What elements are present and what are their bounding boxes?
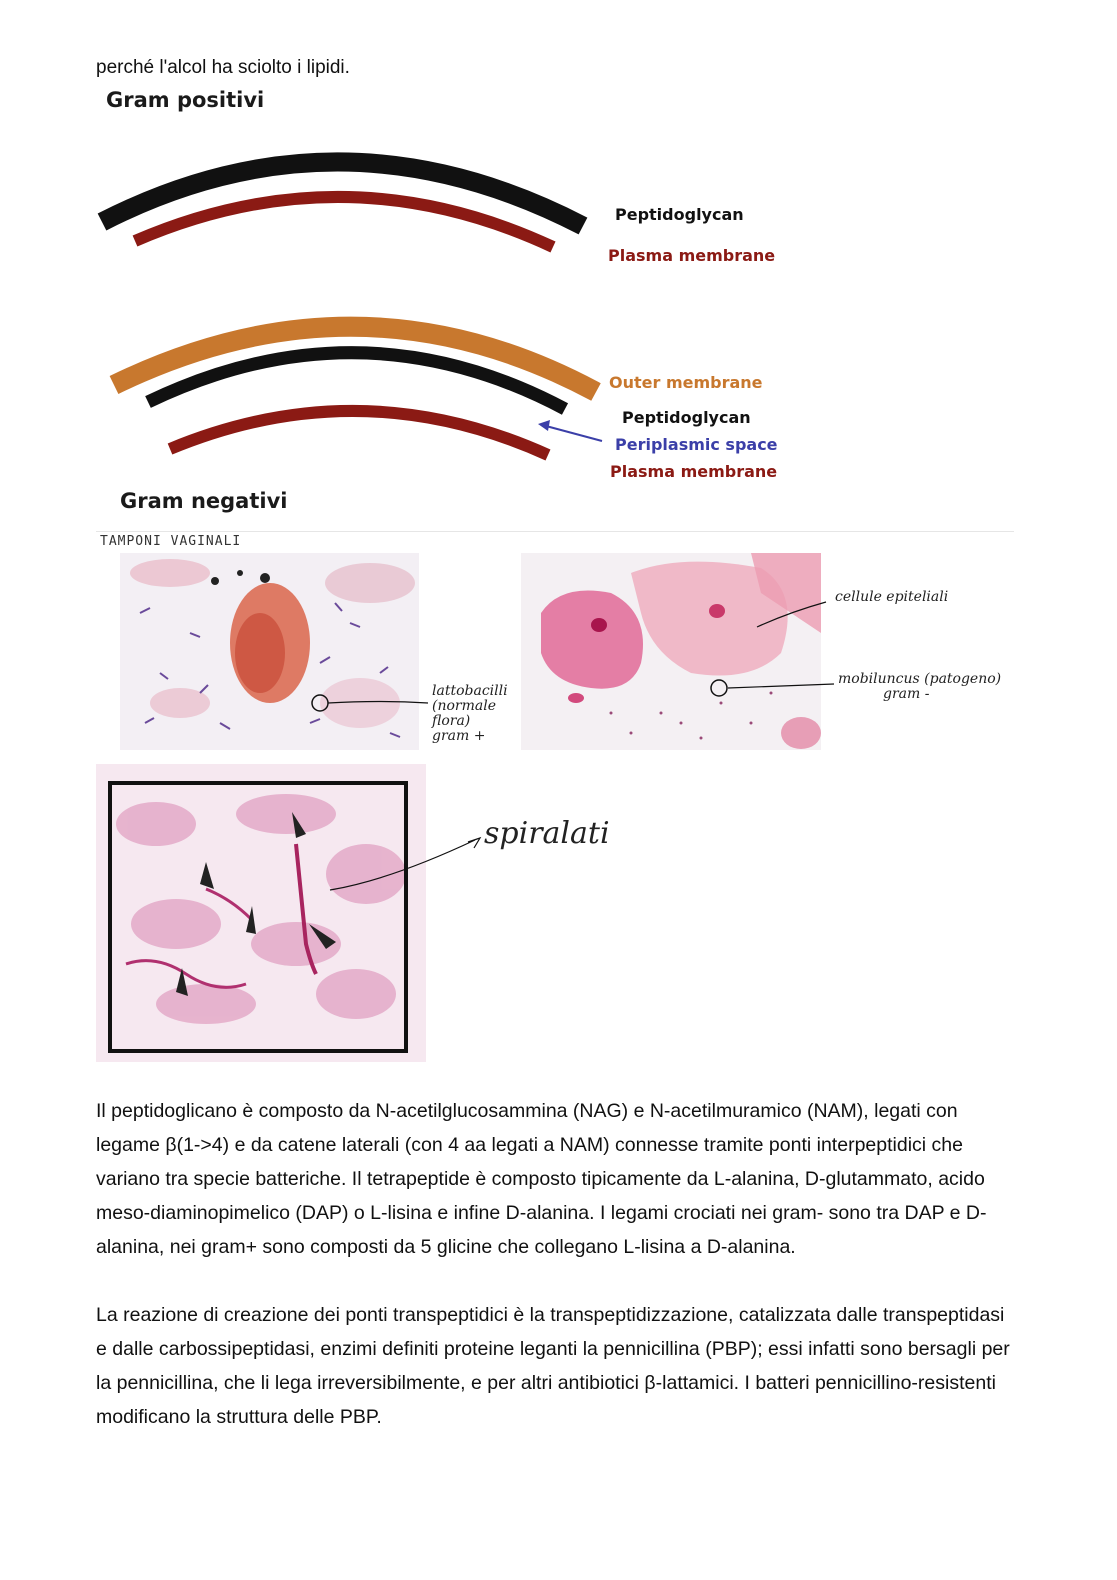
gn-peptidoglycan-label: Peptidoglycan (622, 408, 751, 427)
mobiluncus-line-1: mobiluncus (patogeno) (838, 671, 1002, 687)
gram-positive-title: Gram positivi (106, 88, 265, 112)
lattobacilli-line-1: lattobacilli (432, 683, 508, 699)
paragraph-peptidoglycan: Il peptidoglicano è composto da N-acetilglucosammina (NAG) e N-acetilmuramico (NAM), legati con legame β(1->4) e da catene laterali (con 4 aa legati a NAM) connesse tramite ponti interpeptidici che variano tra specie batteriche. Il tetrapeptide è composto tipicamente da L-alanina, D-glutammato, acido meso-diaminopimelico (DAP) o L-lisina e infine D-alanina. I legami crociati nei gram- sono tra DAP e D-alanina, nei gram+ sono composti da 5 glicine che collegano L-lisina a D-alanina. (96, 1100, 987, 1258)
mobiluncus-line-2: gram - (883, 686, 930, 702)
handwritten-section-title: TAMPONI VAGINALI (100, 534, 242, 549)
cellule-annotation: cellule epiteliali (835, 589, 949, 605)
intro-text: perché l'alcol ha sciolto i lipidi. (96, 57, 350, 78)
gram-negative-title: Gram negativi (120, 489, 288, 513)
lattobacilli-line-2: (normale (432, 698, 496, 714)
paragraph-transpeptidation: La reazione di creazione dei ponti transpeptidici è la transpeptidizzazione, catalizzata dalle transpeptidasi e dalle carbossipeptidasi, enzimi definiti proteine leganti la pennicillina (PBP); essi infatti sono bersagli per la pennicillina, che li lega irreversibilmente, e per altri antibiotici β-lattamici. I batteri pennicillino-resistenti modificano la struttura delle PBP. (96, 1304, 1010, 1428)
gn-outer-membrane-label: Outer membrane (609, 373, 763, 392)
lattobacilli-line-3: flora) (432, 713, 471, 729)
lattobacilli-line-4: gram + (432, 728, 486, 744)
gn-periplasmic-label: Periplasmic space (615, 435, 778, 454)
gp-plasma-membrane-label: Plasma membrane (608, 246, 776, 265)
gp-peptidoglycan-label: Peptidoglycan (615, 205, 744, 224)
spiralati-annotation: spiralati (484, 816, 610, 851)
gn-plasma-membrane-label: Plasma membrane (610, 462, 778, 481)
